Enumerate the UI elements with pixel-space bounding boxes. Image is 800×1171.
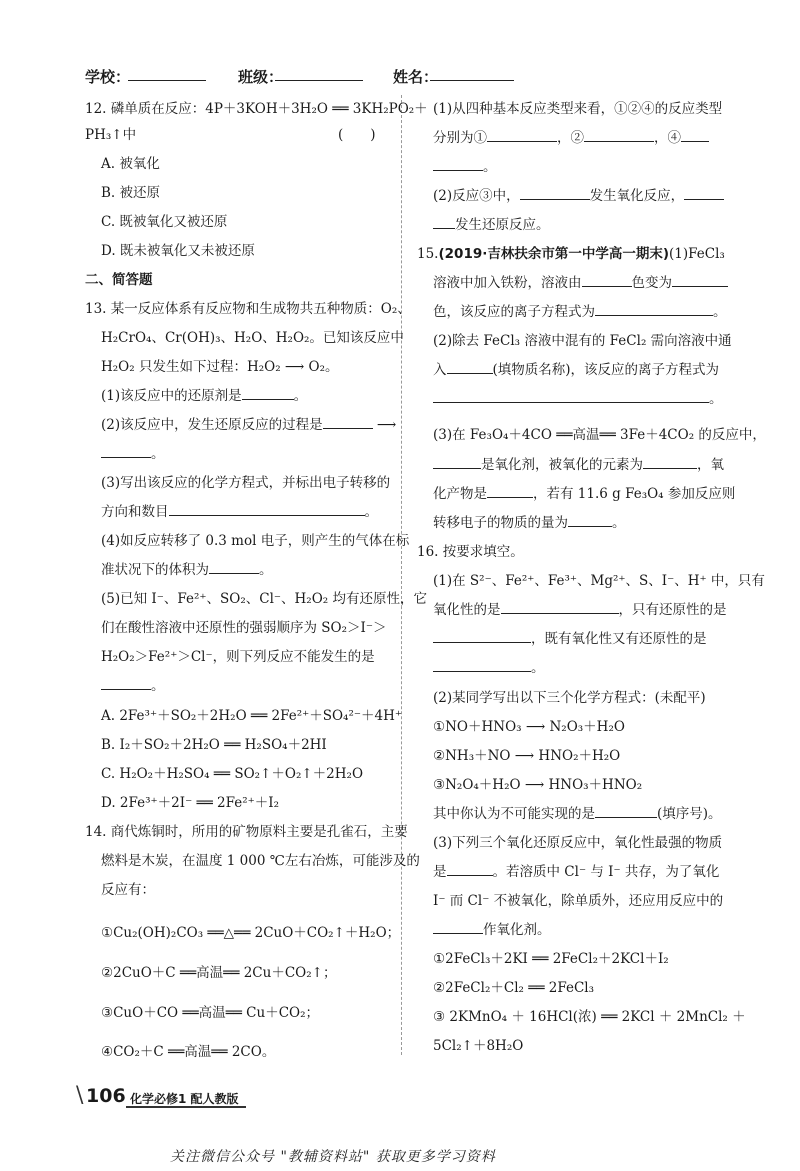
- q13-part2: (2)该反应中，发生还原反应的过程是 ⟶: [101, 417, 397, 433]
- q15-line8: 化产物是 ，若有 11.6 g Fe₃O₄ 参加反应则: [433, 486, 736, 502]
- q13-line: H₂CrO₄、Cr(OH)₃、H₂O、H₂O₂。已知该反应中: [101, 330, 404, 346]
- q15-line4: (2)除去 FeCl₃ 溶液中混有的 FeCl₂ 需向溶液中通: [433, 333, 732, 349]
- class-label: 班级：: [238, 68, 284, 86]
- q16-eq-3: ③N₂O₄＋H₂O ⟶ HNO₃＋HNO₂: [433, 777, 643, 793]
- q16-line12: I⁻ 而 Cl⁻ 不被氧化，除单质外，还应用反应中的: [433, 893, 724, 909]
- answer-blank[interactable]: [520, 186, 590, 200]
- q14-part2-end: 发生还原反应。: [433, 215, 550, 235]
- answer-blank[interactable]: [487, 128, 557, 142]
- q16-line10: (3)下列三个氧化还原反应中，氧化性最强的物质: [433, 835, 723, 851]
- answer-blank[interactable]: [433, 455, 481, 469]
- q16-eq-1: ①NO＋HNO₃ ⟶ N₂O₃＋H₂O: [433, 719, 625, 735]
- column-divider: [401, 95, 402, 1055]
- school-field[interactable]: [128, 80, 206, 81]
- page-number: 106: [86, 1085, 126, 1107]
- q13-part5: (5)已知 I⁻、Fe²⁺、SO₂、Cl⁻、H₂O₂ 均有还原性，它: [101, 591, 427, 607]
- q13-part1: (1)该反应中的还原剂是 。: [101, 388, 308, 404]
- answer-blank[interactable]: [584, 128, 654, 142]
- q15-line3: 色，该反应的离子方程式为 。: [433, 304, 727, 320]
- q16-reaction-2: ②2FeCl₂＋Cl₂ ══ 2FeCl₃: [433, 980, 595, 996]
- q14-part2: (2)反应③中， 发生氧化反应，: [433, 186, 724, 206]
- answer-blank[interactable]: [672, 273, 728, 287]
- q16-line13: 作氧化剂。: [433, 920, 551, 940]
- q15-source: (2019·吉林扶余市第一中学高一期末): [438, 246, 670, 262]
- q13-option-a: A. 2Fe³⁺＋SO₂＋2H₂O ══ 2Fe²⁺＋SO₄²⁻＋4H⁺: [101, 708, 402, 724]
- answer-blank[interactable]: [101, 444, 151, 458]
- answer-blank[interactable]: [501, 600, 619, 614]
- answer-blank[interactable]: [433, 629, 531, 643]
- q13-option-c: C. H₂O₂＋H₂SO₄ ══ SO₂↑＋O₂↑＋2H₂O: [101, 766, 364, 782]
- answer-blank[interactable]: [595, 804, 657, 818]
- answer-blank[interactable]: [169, 502, 365, 516]
- q15-line2: 溶液中加入铁粉，溶液由 色变为: [433, 273, 728, 293]
- answer-blank[interactable]: [242, 386, 294, 400]
- q12-line1: 12. 磷单质在反应：4P＋3KOH＋3H₂O ══ 3KH₂PO₂＋: [85, 101, 428, 117]
- answer-blank[interactable]: [433, 389, 709, 403]
- footer-rule: [126, 1106, 246, 1108]
- q15-line7: 是氧化剂，被氧化的元素为 ，氧: [433, 455, 724, 475]
- q12-option-d: D. 既未被氧化又未被还原: [101, 243, 255, 259]
- answer-blank[interactable]: [681, 128, 709, 142]
- q16-reaction-3-cont: 5Cl₂↑＋8H₂O: [433, 1038, 524, 1054]
- q16-reaction-1: ①2FeCl₃＋2KI ══ 2FeCl₂＋2KCl＋I₂: [433, 951, 669, 967]
- answer-blank[interactable]: [595, 302, 713, 316]
- book-title: 化学必修1 配人教版: [130, 1092, 239, 1106]
- answer-blank[interactable]: [447, 360, 493, 374]
- q13-part5-blank: 。: [101, 676, 165, 696]
- answer-blank[interactable]: [433, 658, 531, 672]
- q14-reaction-4: ④CO₂＋C ══高温══ 2CO。: [101, 1044, 276, 1060]
- q14-part1-end: 。: [433, 157, 497, 177]
- q14-reaction-2: ②2CuO＋C ══高温══ 2Cu＋CO₂↑；: [101, 965, 337, 981]
- answer-blank[interactable]: [684, 186, 724, 200]
- answer-bracket[interactable]: ( ): [338, 127, 376, 143]
- q16-line4: 。: [433, 658, 545, 678]
- q14-line: 燃料是木炭，在温度 1 000 ℃左右冶炼，可能涉及的: [101, 853, 420, 869]
- answer-blank[interactable]: [433, 215, 455, 229]
- q12-option-a: A. 被氧化: [101, 156, 160, 172]
- q14-reaction-1: ①Cu₂(OH)₂CO₃ ══△══ 2CuO＋CO₂↑＋H₂O；: [101, 925, 401, 941]
- q12-line2: PH₃↑中: [85, 127, 137, 143]
- q13-line: H₂O₂ 只发生如下过程：H₂O₂ ⟶ O₂。: [101, 359, 339, 375]
- q13-part2-cont: 。: [101, 444, 165, 464]
- answer-blank[interactable]: [209, 560, 259, 574]
- watermark-text: 关注微信公众号 "教辅资料站" 获取更多学习资料: [170, 1149, 496, 1165]
- q14-line: 反应有：: [101, 882, 155, 898]
- answer-blank[interactable]: [643, 455, 697, 469]
- q15-line5-blank: 。: [433, 389, 723, 409]
- answer-blank[interactable]: [433, 920, 483, 934]
- q16-eq-2: ②NH₃＋NO ⟶ HNO₂＋H₂O: [433, 748, 621, 764]
- q14-line: 14. 商代炼铜时，所用的矿物原料主要是孔雀石，主要: [85, 824, 408, 840]
- answer-blank[interactable]: [487, 484, 533, 498]
- q13-part5: 们在酸性溶液中还原性的强弱顺序为 SO₂＞I⁻＞: [101, 620, 387, 636]
- q15-line1: 15.(2019·吉林扶余市第一中学高一期末)(1)FeCl₃: [417, 246, 725, 262]
- q12-option-b: B. 被还原: [101, 185, 161, 201]
- q15-line6: (3)在 Fe₃O₄＋4CO ══高温══ 3Fe＋4CO₂ 的反应中，: [433, 427, 766, 443]
- school-label: 学校：: [85, 68, 131, 86]
- q16-line1: (1)在 S²⁻、Fe²⁺、Fe³⁺、Mg²⁺、S、I⁻、H⁺ 中，只有: [433, 573, 765, 589]
- name-label: 姓名：: [393, 68, 439, 86]
- q16-line3: ，既有氧化性又有还原性的是: [433, 629, 707, 649]
- q13-part3-cont: 方向和数目 。: [101, 504, 378, 520]
- q13-option-b: B. I₂＋SO₂＋2H₂O ══ H₂SO₄＋2HI: [101, 737, 327, 753]
- q14-reaction-3: ③CuO＋CO ══高温══ Cu＋CO₂；: [101, 1005, 320, 1021]
- q14-part1: (1)从四种基本反应类型来看，①②④的反应类型: [433, 101, 723, 117]
- q13-part4-cont: 准状况下的体积为 。: [101, 562, 273, 578]
- answer-blank[interactable]: [101, 676, 151, 690]
- q15-line9: 转移电子的物质的量为 。: [433, 515, 626, 531]
- answer-blank[interactable]: [568, 513, 612, 527]
- answer-blank[interactable]: [582, 273, 632, 287]
- q13-part3: (3)写出该反应的化学方程式，并标出电子转移的: [101, 475, 391, 491]
- answer-blank[interactable]: [323, 415, 373, 429]
- answer-blank[interactable]: [447, 862, 493, 876]
- q16-line2: 氧化性的是 ，只有还原性的是: [433, 602, 727, 618]
- q13-option-d: D. 2Fe³⁺＋2I⁻ ══ 2Fe²⁺＋I₂: [101, 795, 280, 811]
- answer-blank[interactable]: [433, 157, 483, 171]
- q16-reaction-3: ③ 2KMnO₄ ＋ 16HCl(浓) ══ 2KCl ＋ 2MnCl₂ ＋: [433, 1009, 746, 1025]
- q12-option-c: C. 既被氧化又被还原: [101, 214, 228, 230]
- q16-title: 16. 按要求填空。: [417, 544, 524, 560]
- name-field[interactable]: [430, 80, 514, 81]
- q15-line5: 入 (填物质名称)，该反应的离子方程式为: [433, 362, 720, 378]
- q13-part5: H₂O₂＞Fe²⁺＞Cl⁻，则下列反应不能发生的是: [101, 649, 375, 665]
- section-heading: 二、简答题: [85, 272, 153, 288]
- q13-part4: (4)如反应转移了 0.3 mol 电子，则产生的气体在标: [101, 533, 410, 549]
- q14-part1-blanks: 分别为① ，② ，④: [433, 128, 709, 148]
- q16-line9: 其中你认为不可能实现的是 (填序号)。: [433, 806, 722, 822]
- footer-slash-decoration: \: [76, 1083, 84, 1108]
- class-field[interactable]: [275, 80, 363, 81]
- q16-line5: (2)某同学写出以下三个化学方程式：(未配平): [433, 690, 706, 706]
- q16-line11: 是 。若溶质中 Cl⁻ 与 I⁻ 共存，为了氧化: [433, 864, 720, 880]
- q13-line: 13. 某一反应体系有反应物和生成物共五种物质：O₂、: [85, 301, 411, 317]
